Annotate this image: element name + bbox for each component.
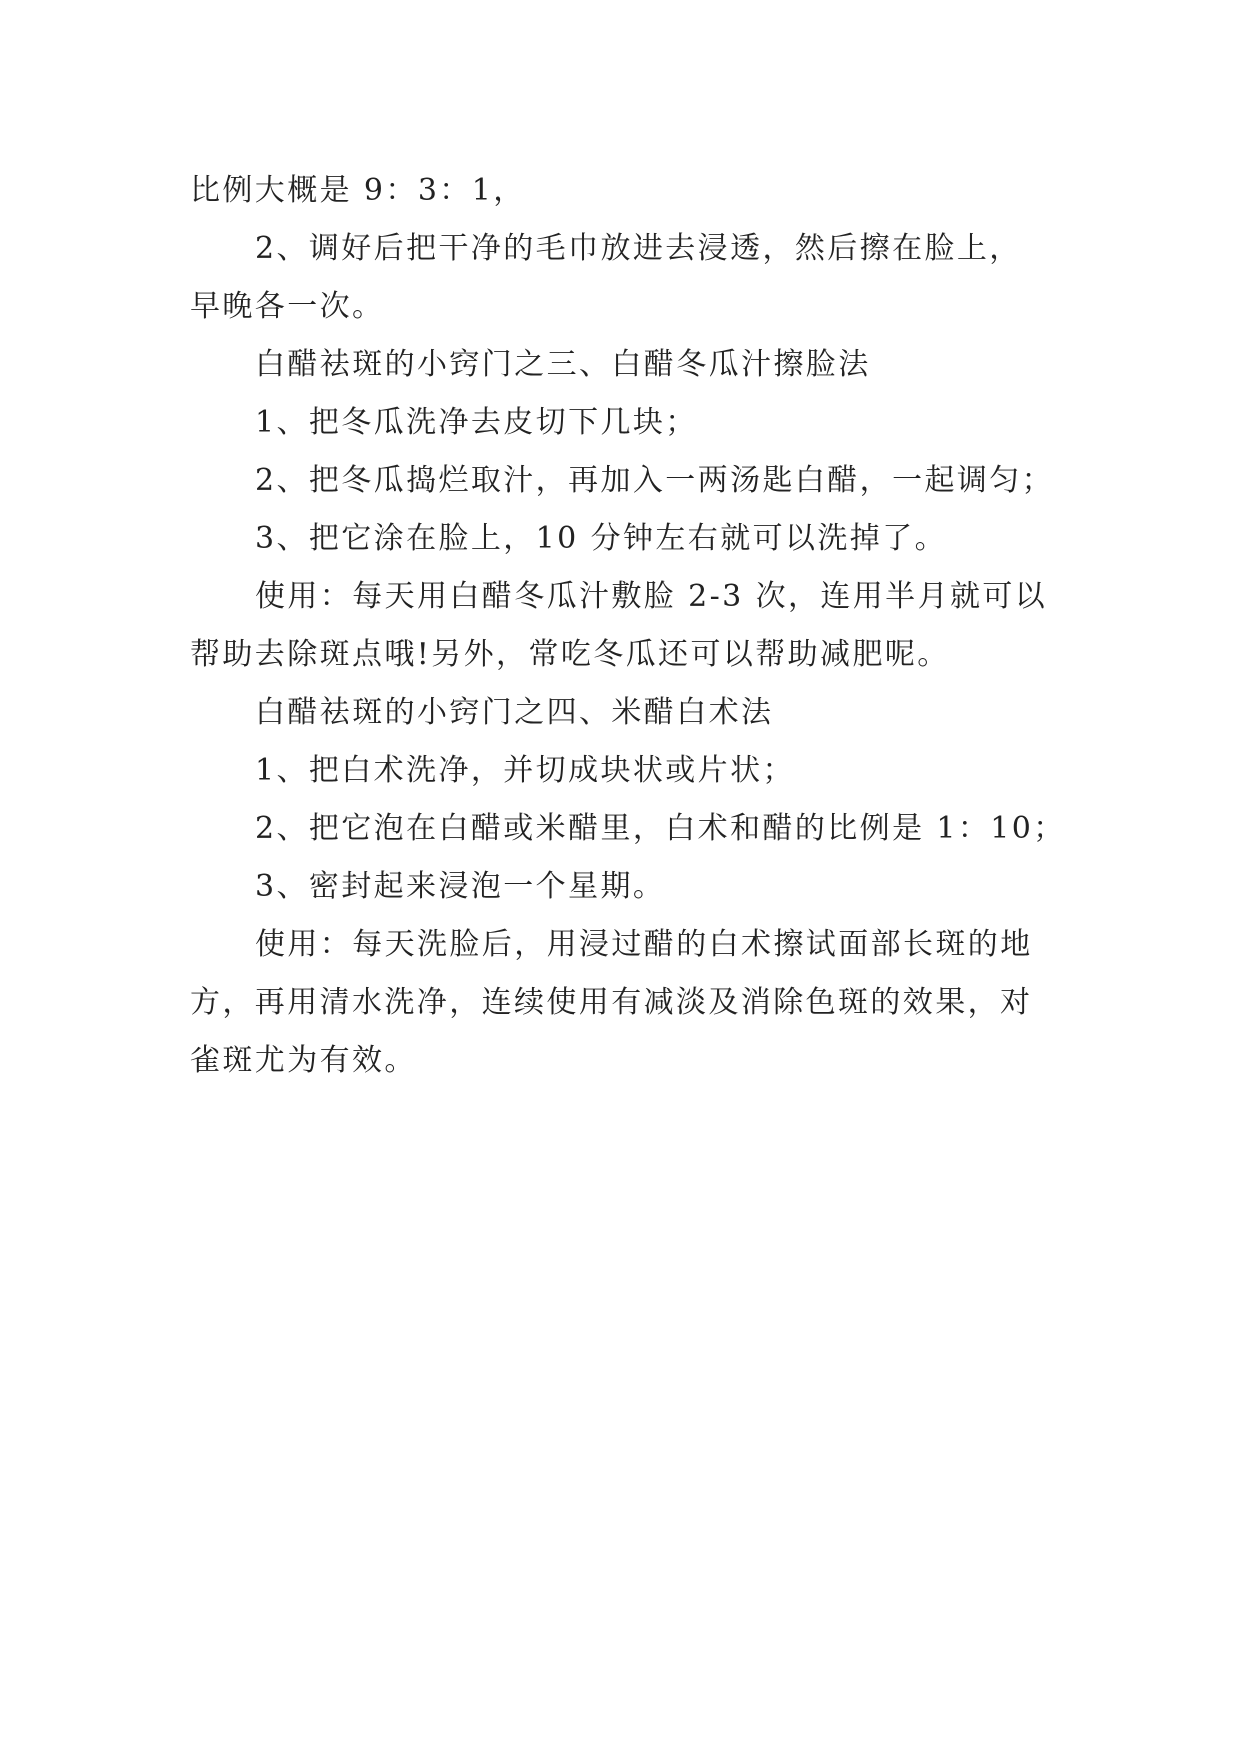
text-line: 使用：每天洗脸后，用浸过醋的白术擦试面部长斑的地	[255, 927, 1033, 962]
section-heading: 白醋祛斑的小窍门之三、白醋冬瓜汁擦脸法	[255, 347, 871, 382]
text-line: 1、把白术洗净，并切成块状或片状；	[255, 753, 795, 788]
text-line: 方，再用清水洗净，连续使用有减淡及消除色斑的效果，对	[190, 985, 1033, 1020]
text-line: 雀斑尤为有效。	[190, 1043, 417, 1078]
text-line: 比例大概是 9：3：1，	[190, 173, 526, 208]
section-heading: 白醋祛斑的小窍门之四、米醋白术法	[255, 695, 774, 730]
document-body	[190, 162, 1070, 1090]
text-line: 帮助去除斑点哦!另外，常吃冬瓜还可以帮助减肥呢。	[190, 637, 950, 672]
text-line: 使用：每天用白醋冬瓜汁敷脸 2-3 次，连用半月就可以	[255, 579, 1048, 614]
text-line: 2、调好后把干净的毛巾放进去浸透，然后擦在脸上，	[255, 231, 1022, 266]
text-line: 早晚各一次。	[190, 289, 385, 324]
text-line: 2、把它泡在白醋或米醋里，白术和醋的比例是 1：10；	[255, 811, 1066, 846]
text-line: 3、把它涂在脸上，10 分钟左右就可以洗掉了。	[255, 521, 947, 556]
text-line: 1、把冬瓜洗净去皮切下几块；	[255, 405, 698, 440]
text-line: 2、把冬瓜捣烂取汁，再加入一两汤匙白醋，一起调匀；	[255, 463, 1055, 498]
text-line: 3、密封起来浸泡一个星期。	[255, 869, 666, 904]
